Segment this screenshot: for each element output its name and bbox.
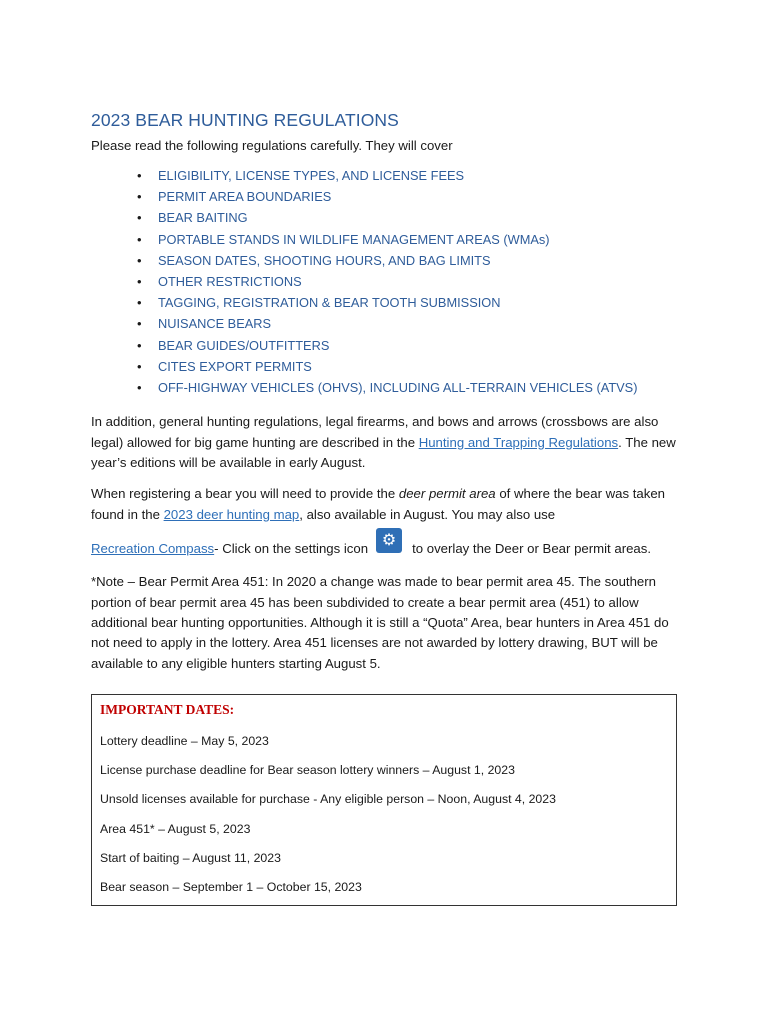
bullet-icon: • [137, 337, 142, 353]
regulations-paragraph: In addition, general hunting regulations, legal firearms, and bows and arrows (crossbows are also legal) allowed for big game hunting are described in the Hunting and Trapping Regulations. The new year’s editions will be available in early August. [91, 414, 676, 471]
list-item: • ELIGIBILITY, LICENSE TYPES, AND LICENSE FEES [137, 165, 681, 186]
date-item: Bear season – September 1 – October 15, 2023 [100, 879, 362, 894]
bullet-icon: • [137, 358, 142, 374]
bullet-icon: • [137, 231, 142, 247]
important-dates-heading: IMPORTANT DATES: [100, 702, 235, 717]
recreation-compass-line: Recreation Compass - Click on the settings icon ⚙ to overlay the Deer or Bear permit areas. [91, 536, 681, 561]
registering-paragraph: When registering a bear you will need to provide the deer permit area of where the bear was taken found in the 2023 deer hunting map, also available in August. You may also use [91, 486, 665, 522]
list-item: • OTHER RESTRICTIONS [137, 271, 681, 292]
list-item: • BEAR BAITING [137, 207, 681, 228]
list-item: • PORTABLE STANDS IN WILDLIFE MANAGEMENT AREAS (WMAs) [137, 229, 681, 250]
list-item: • PERMIT AREA BOUNDARIES [137, 186, 681, 207]
recreation-compass-link[interactable]: Recreation Compass [91, 540, 215, 556]
date-item: Area 451* – August 5, 2023 [100, 821, 251, 836]
list-item: • OFF-HIGHWAY VEHICLES (OHVS), INCLUDING ALL-TERRAIN VEHICLES (ATVS) [137, 377, 681, 398]
list-item: • NUISANCE BEARS [137, 313, 681, 334]
hunting-trapping-regulations-link[interactable]: Hunting and Trapping Regulations [418, 434, 619, 450]
topics-list [91, 165, 681, 398]
settings-gear-icon: ⚙ [376, 528, 402, 553]
date-item: License purchase deadline for Bear season lottery winners – August 1, 2023 [100, 763, 515, 778]
bullet-icon: • [137, 316, 142, 332]
bullet-icon: • [137, 210, 142, 226]
bullet-icon: • [137, 295, 142, 311]
intro-text: Please read the following regulations carefully. They will cover [91, 138, 453, 153]
date-item: Start of baiting – August 11, 2023 [100, 850, 281, 865]
date-item: Unsold licenses available for purchase - Any eligible person – Noon, August 4, 2023 [100, 792, 556, 807]
list-item: • SEASON DATES, SHOOTING HOURS, AND BAG LIMITS [137, 250, 681, 271]
note-paragraph: *Note – Bear Permit Area 451: In 2020 a change was made to bear permit area 45. The southern portion of bear permit area 45 has been subdivided to create a bear permit area (451) to allow additional bear hunting opportunities. Although it is still a “Quota” Area, bear hunters in Area 451 do not need to apply in the lottery. Area 451 licenses are not awarded by lottery drawing, BUT will be available to any eligible hunters starting August 5. [91, 574, 669, 671]
deer-hunting-map-link[interactable]: 2023 deer hunting map [163, 506, 300, 522]
list-item: • TAGGING, REGISTRATION & BEAR TOOTH SUBMISSION [137, 292, 681, 313]
bullet-icon: • [137, 168, 142, 183]
date-item: Lottery deadline – May 5, 2023 [100, 734, 269, 748]
document-page [91, 110, 681, 685]
bullet-icon: • [137, 189, 142, 205]
bullet-icon: • [137, 274, 142, 290]
important-dates-box [91, 694, 677, 906]
page-title: 2023 BEAR HUNTING REGULATIONS [91, 110, 399, 130]
bullet-icon: • [137, 380, 142, 396]
list-item: • CITES EXPORT PERMITS [137, 356, 681, 377]
bullet-icon: • [137, 252, 142, 268]
list-item: • BEAR GUIDES/OUTFITTERS [137, 335, 681, 356]
deer-permit-area-emphasis: deer permit area [398, 486, 496, 502]
